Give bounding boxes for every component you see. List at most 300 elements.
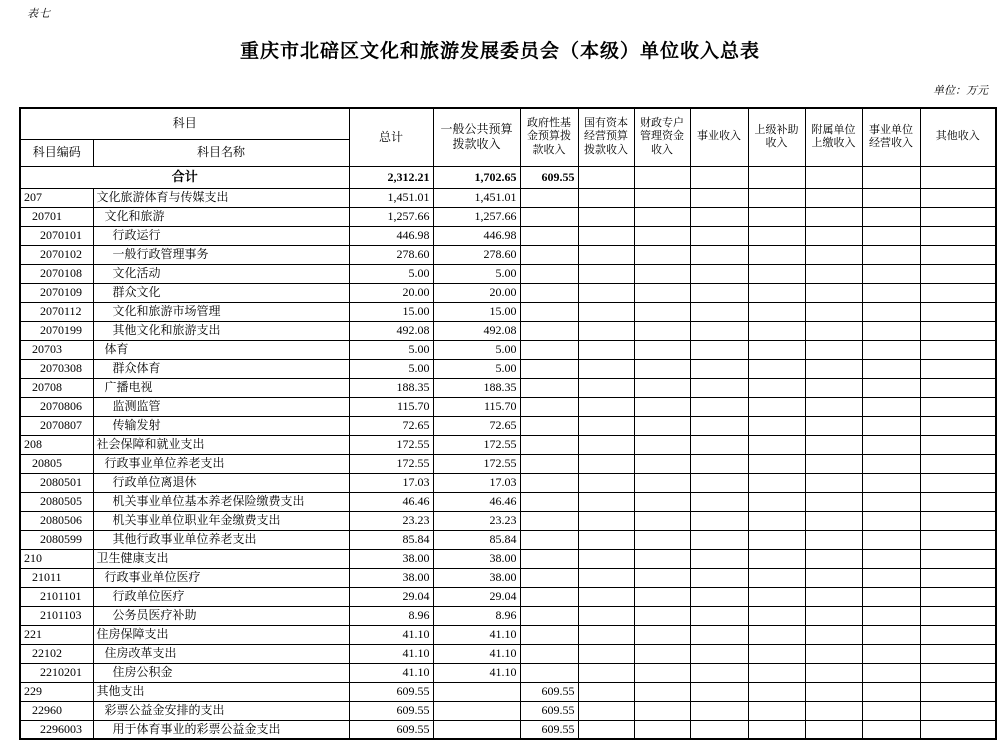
value-cell [578, 587, 634, 606]
value-cell [520, 245, 578, 264]
value-cell [748, 720, 805, 739]
value-cell [433, 720, 520, 739]
header-col-operating-income: 事业单位经营收入 [862, 108, 920, 166]
value-cell [748, 340, 805, 359]
header-col-total: 总计 [349, 108, 433, 166]
value-cell [520, 454, 578, 473]
value-cell [634, 568, 690, 587]
value-cell: 5.00 [349, 340, 433, 359]
value-cell [748, 359, 805, 378]
value-cell [690, 245, 748, 264]
value-cell: 41.10 [349, 644, 433, 663]
value-cell [634, 302, 690, 321]
value-cell: 85.84 [433, 530, 520, 549]
value-cell [862, 245, 920, 264]
table-row [20, 625, 996, 644]
value-cell [805, 473, 862, 492]
value-cell: 15.00 [433, 302, 520, 321]
table-row [20, 207, 996, 226]
value-cell [520, 606, 578, 625]
value-cell: 609.55 [349, 682, 433, 701]
value-cell [805, 511, 862, 530]
subject-code-cell: 2070101 [20, 226, 93, 245]
value-cell [748, 321, 805, 340]
value-cell [920, 606, 996, 625]
value-cell [578, 492, 634, 511]
value-cell [805, 530, 862, 549]
value-cell: 1,257.66 [349, 207, 433, 226]
subject-name-cell: 行政事业单位医疗 [93, 568, 349, 587]
header-col-superior-subsidy: 上级补助收入 [748, 108, 805, 166]
value-cell [920, 511, 996, 530]
value-cell [920, 397, 996, 416]
value-cell [578, 188, 634, 207]
value-cell: 188.35 [433, 378, 520, 397]
subject-name-cell: 其他支出 [93, 682, 349, 701]
header-col-state-capital: 国有资本经营预算拨款收入 [578, 108, 634, 166]
value-cell: 609.55 [520, 720, 578, 739]
value-cell [634, 397, 690, 416]
value-cell [578, 530, 634, 549]
value-cell [520, 378, 578, 397]
value-cell [690, 663, 748, 682]
value-cell [634, 530, 690, 549]
subject-name-cell: 文化和旅游市场管理 [93, 302, 349, 321]
value-cell [690, 435, 748, 454]
value-cell [690, 321, 748, 340]
value-cell [748, 606, 805, 625]
subject-name-cell: 传输发射 [93, 416, 349, 435]
value-cell [634, 473, 690, 492]
value-cell [862, 644, 920, 663]
value-cell: 85.84 [349, 530, 433, 549]
value-cell: 492.08 [433, 321, 520, 340]
header-col-general-budget: 一般公共预算拨款收入 [433, 108, 520, 166]
value-cell [634, 435, 690, 454]
value-cell [805, 625, 862, 644]
value-cell [634, 321, 690, 340]
value-cell [690, 226, 748, 245]
value-cell [690, 397, 748, 416]
value-cell [920, 416, 996, 435]
value-cell [920, 492, 996, 511]
value-cell [578, 245, 634, 264]
subject-name-cell: 机关事业单位基本养老保险缴费支出 [93, 492, 349, 511]
value-cell [520, 359, 578, 378]
subject-code-cell: 208 [20, 435, 93, 454]
subject-code-cell: 207 [20, 188, 93, 207]
value-cell [748, 454, 805, 473]
value-cell: 115.70 [349, 397, 433, 416]
value-cell: 72.65 [433, 416, 520, 435]
value-cell [748, 378, 805, 397]
value-cell [805, 245, 862, 264]
value-cell [862, 492, 920, 511]
value-cell [805, 644, 862, 663]
value-cell [520, 473, 578, 492]
value-cell [862, 283, 920, 302]
subject-name-cell: 住房改革支出 [93, 644, 349, 663]
subject-name-cell: 行政运行 [93, 226, 349, 245]
value-cell [634, 454, 690, 473]
table-row [20, 454, 996, 473]
subject-name-cell: 公务员医疗补助 [93, 606, 349, 625]
value-cell [578, 625, 634, 644]
value-cell: 5.00 [349, 264, 433, 283]
value-cell [634, 587, 690, 606]
subject-name-cell: 行政单位医疗 [93, 587, 349, 606]
subject-code-cell: 2101103 [20, 606, 93, 625]
value-cell [578, 454, 634, 473]
value-cell: 46.46 [349, 492, 433, 511]
value-cell [920, 264, 996, 283]
value-cell [748, 549, 805, 568]
subject-code-cell: 20805 [20, 454, 93, 473]
value-cell: 20.00 [433, 283, 520, 302]
value-cell: 1,451.01 [433, 188, 520, 207]
value-cell: 41.10 [433, 663, 520, 682]
value-cell: 17.03 [349, 473, 433, 492]
value-cell [690, 492, 748, 511]
value-cell [690, 530, 748, 549]
value-cell [578, 606, 634, 625]
subject-code-cell: 2101101 [20, 587, 93, 606]
subject-code-cell: 20701 [20, 207, 93, 226]
subject-code-cell: 2080506 [20, 511, 93, 530]
value-cell [805, 454, 862, 473]
value-cell [520, 264, 578, 283]
value-cell: 46.46 [433, 492, 520, 511]
value-cell [748, 188, 805, 207]
header-col-other-income: 其他收入 [920, 108, 996, 166]
value-cell [520, 416, 578, 435]
table-row [20, 473, 996, 492]
value-cell [520, 321, 578, 340]
value-cell [748, 302, 805, 321]
value-cell [748, 701, 805, 720]
value-cell [748, 568, 805, 587]
value-cell [578, 397, 634, 416]
value-cell [520, 511, 578, 530]
value-cell [690, 644, 748, 663]
subject-name-cell: 住房公积金 [93, 663, 349, 682]
value-cell [520, 568, 578, 587]
value-cell [748, 416, 805, 435]
table-row [20, 340, 996, 359]
value-cell [520, 283, 578, 302]
subject-name-cell: 其他行政事业单位养老支出 [93, 530, 349, 549]
subject-name-cell: 行政事业单位养老支出 [93, 454, 349, 473]
value-cell [520, 435, 578, 454]
grand-total-label: 合计 [20, 166, 349, 188]
value-cell: 38.00 [433, 549, 520, 568]
value-cell [634, 416, 690, 435]
unit-note: 单位：万元 [933, 85, 988, 97]
value-cell [862, 530, 920, 549]
value-cell [634, 188, 690, 207]
value-cell [520, 492, 578, 511]
subject-name-cell: 行政单位离退休 [93, 473, 349, 492]
value-cell [690, 549, 748, 568]
subject-code-cell: 2070807 [20, 416, 93, 435]
value-cell [634, 283, 690, 302]
value-cell [578, 549, 634, 568]
value-cell [634, 492, 690, 511]
value-cell [578, 340, 634, 359]
table-row [20, 302, 996, 321]
value-cell [862, 264, 920, 283]
value-cell [690, 454, 748, 473]
value-cell: 29.04 [433, 587, 520, 606]
subject-name-cell: 住房保障支出 [93, 625, 349, 644]
subject-code-cell: 221 [20, 625, 93, 644]
value-cell [634, 682, 690, 701]
value-cell [862, 682, 920, 701]
value-cell [862, 416, 920, 435]
value-cell [634, 264, 690, 283]
value-cell [805, 549, 862, 568]
value-cell [578, 511, 634, 530]
value-cell [920, 435, 996, 454]
value-cell: 278.60 [433, 245, 520, 264]
subject-name-cell: 文化旅游体育与传媒支出 [93, 188, 349, 207]
value-cell [748, 530, 805, 549]
subject-name-cell: 监测监管 [93, 397, 349, 416]
value-cell: 172.55 [349, 454, 433, 473]
value-cell [578, 226, 634, 245]
header-subject-code: 科目编码 [20, 139, 93, 166]
value-cell: 29.04 [349, 587, 433, 606]
value-cell [634, 511, 690, 530]
subject-name-cell: 用于体育事业的彩票公益金支出 [93, 720, 349, 739]
value-cell [805, 226, 862, 245]
grand-total-row [20, 166, 996, 188]
value-cell [862, 663, 920, 682]
value-cell [578, 416, 634, 435]
value-cell [920, 644, 996, 663]
table-row [20, 321, 996, 340]
value-cell [920, 207, 996, 226]
value-cell [920, 321, 996, 340]
value-cell [920, 473, 996, 492]
value-cell [634, 606, 690, 625]
value-cell [862, 568, 920, 587]
value-cell: 38.00 [349, 549, 433, 568]
value-cell [805, 568, 862, 587]
value-cell [862, 207, 920, 226]
header-col-special-account: 财政专户管理资金收入 [634, 108, 690, 166]
table-row [20, 568, 996, 587]
table-row [20, 359, 996, 378]
value-cell [805, 359, 862, 378]
value-cell [634, 625, 690, 644]
value-cell [920, 226, 996, 245]
value-cell [690, 568, 748, 587]
value-cell [748, 166, 805, 188]
value-cell [805, 492, 862, 511]
value-cell [520, 663, 578, 682]
value-cell [578, 207, 634, 226]
value-cell [862, 359, 920, 378]
subject-code-cell: 22960 [20, 701, 93, 720]
value-cell [920, 454, 996, 473]
table-row [20, 435, 996, 454]
value-cell [748, 207, 805, 226]
value-cell [920, 283, 996, 302]
value-cell [578, 166, 634, 188]
value-cell [690, 359, 748, 378]
subject-name-cell: 群众文化 [93, 283, 349, 302]
value-cell [690, 682, 748, 701]
subject-code-cell: 210 [20, 549, 93, 568]
value-cell [690, 625, 748, 644]
value-cell: 1,451.01 [349, 188, 433, 207]
table-row [20, 549, 996, 568]
value-cell: 23.23 [433, 511, 520, 530]
value-cell [748, 283, 805, 302]
header-subject-group: 科目 [20, 108, 349, 139]
value-cell [920, 245, 996, 264]
value-cell: 492.08 [349, 321, 433, 340]
value-cell [578, 701, 634, 720]
value-cell: 72.65 [349, 416, 433, 435]
value-cell: 41.10 [349, 625, 433, 644]
subject-name-cell: 群众体育 [93, 359, 349, 378]
page-title: 重庆市北碚区文化和旅游发展委员会（本级）单位收入总表 [239, 41, 760, 62]
value-cell [862, 473, 920, 492]
value-cell: 23.23 [349, 511, 433, 530]
value-cell: 8.96 [349, 606, 433, 625]
subject-code-cell: 21011 [20, 568, 93, 587]
value-cell [690, 302, 748, 321]
value-cell [920, 701, 996, 720]
value-cell [433, 701, 520, 720]
value-cell [862, 606, 920, 625]
value-cell [690, 264, 748, 283]
subject-code-cell: 2296003 [20, 720, 93, 739]
value-cell [805, 606, 862, 625]
value-cell [748, 587, 805, 606]
value-cell [748, 511, 805, 530]
value-cell [578, 264, 634, 283]
table-row [20, 644, 996, 663]
subject-name-cell: 其他文化和旅游支出 [93, 321, 349, 340]
value-cell [805, 302, 862, 321]
table-row [20, 530, 996, 549]
value-cell: 5.00 [433, 264, 520, 283]
subject-name-cell: 广播电视 [93, 378, 349, 397]
value-cell [862, 720, 920, 739]
value-cell [690, 606, 748, 625]
value-cell: 5.00 [349, 359, 433, 378]
value-cell: 38.00 [349, 568, 433, 587]
value-cell [690, 473, 748, 492]
value-cell [520, 530, 578, 549]
value-cell [578, 682, 634, 701]
table-row [20, 283, 996, 302]
value-cell [433, 682, 520, 701]
value-cell: 609.55 [520, 701, 578, 720]
subject-code-cell: 2070308 [20, 359, 93, 378]
income-summary-table [19, 107, 997, 740]
value-cell: 41.10 [433, 644, 520, 663]
subject-name-cell: 文化和旅游 [93, 207, 349, 226]
value-cell [920, 568, 996, 587]
table-row [20, 663, 996, 682]
value-cell [748, 397, 805, 416]
table-row [20, 245, 996, 264]
value-cell [634, 644, 690, 663]
value-cell [862, 511, 920, 530]
value-cell [805, 663, 862, 682]
subject-code-cell: 2070806 [20, 397, 93, 416]
subject-code-cell: 2070199 [20, 321, 93, 340]
subject-code-cell: 2210201 [20, 663, 93, 682]
value-cell [690, 166, 748, 188]
value-cell [862, 454, 920, 473]
value-cell: 38.00 [433, 568, 520, 587]
value-cell [805, 283, 862, 302]
value-cell: 446.98 [433, 226, 520, 245]
table-row [20, 587, 996, 606]
value-cell [920, 549, 996, 568]
value-cell: 41.10 [349, 663, 433, 682]
value-cell [520, 207, 578, 226]
value-cell [748, 435, 805, 454]
subject-code-cell: 2080505 [20, 492, 93, 511]
table-row [20, 188, 996, 207]
value-cell: 446.98 [349, 226, 433, 245]
value-cell [748, 226, 805, 245]
value-cell [634, 663, 690, 682]
value-cell [578, 302, 634, 321]
value-cell [634, 226, 690, 245]
value-cell [862, 378, 920, 397]
value-cell [634, 701, 690, 720]
value-cell: 609.55 [349, 701, 433, 720]
subject-name-cell: 社会保障和就业支出 [93, 435, 349, 454]
value-cell [578, 568, 634, 587]
table-row [20, 416, 996, 435]
value-cell [690, 188, 748, 207]
value-cell: 20.00 [349, 283, 433, 302]
value-cell [748, 492, 805, 511]
value-cell [805, 264, 862, 283]
value-cell [920, 682, 996, 701]
value-cell [805, 587, 862, 606]
subject-code-cell: 2080599 [20, 530, 93, 549]
value-cell [634, 549, 690, 568]
value-cell [805, 435, 862, 454]
value-cell [748, 473, 805, 492]
value-cell [862, 587, 920, 606]
value-cell [578, 435, 634, 454]
value-cell [748, 625, 805, 644]
value-cell: 609.55 [520, 682, 578, 701]
value-cell [920, 720, 996, 739]
table-row [20, 511, 996, 530]
value-cell: 172.55 [349, 435, 433, 454]
value-cell [634, 245, 690, 264]
value-cell [862, 549, 920, 568]
value-cell [862, 701, 920, 720]
header-col-gov-fund: 政府性基金预算拨款收入 [520, 108, 578, 166]
value-cell [520, 226, 578, 245]
value-cell [805, 207, 862, 226]
value-cell [634, 207, 690, 226]
value-cell: 609.55 [520, 166, 578, 188]
value-cell: 15.00 [349, 302, 433, 321]
